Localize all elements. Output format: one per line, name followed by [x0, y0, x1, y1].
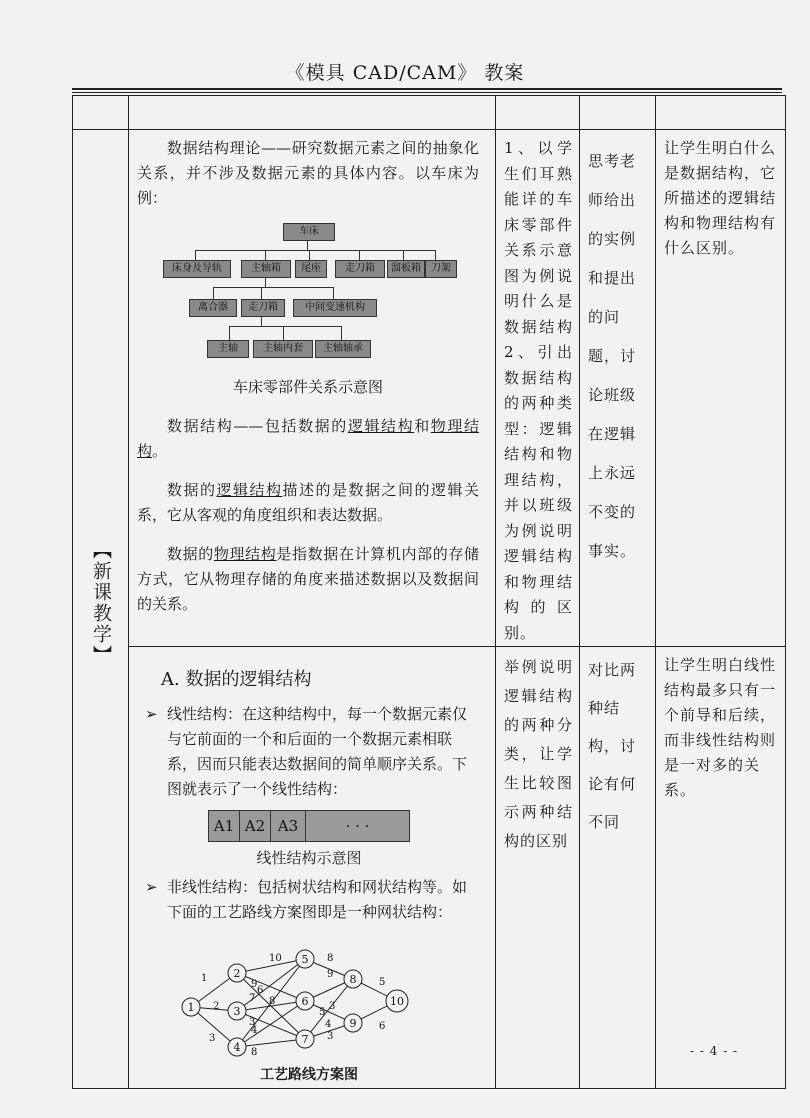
p2-end: 。 — [152, 442, 168, 460]
edge-weight-label: 6 — [379, 1021, 386, 1032]
edge-weight-label: 5 — [319, 1007, 326, 1018]
network-caption: 工艺路线方案图 — [260, 1067, 358, 1083]
network-node-label: 1 — [187, 1001, 195, 1014]
network-node-label: 4 — [233, 1041, 241, 1054]
tree-node-tailstock: 尾座 — [295, 260, 327, 278]
teaching-activity-text-2: 举例说明逻辑结构的两种分类，让学生比较图示两种结构的区别 — [504, 658, 573, 850]
sidebar-label: 【新课教学】 — [90, 540, 112, 666]
header-cell-1 — [73, 96, 129, 130]
header-cell-3 — [496, 96, 580, 130]
title-rule-thin — [72, 92, 782, 93]
network-node-label: 10 — [390, 995, 404, 1008]
edge-weight-label: 3 — [209, 1033, 216, 1044]
p2-text: 数据结构——包括数据的 — [167, 417, 348, 435]
p4-text: 数据的 — [167, 545, 214, 563]
linear-cell: A3 — [271, 811, 306, 841]
purpose-cell-2 — [656, 647, 786, 1089]
logical-structure-paragraph — [137, 478, 479, 528]
network-node-label: 9 — [349, 1017, 357, 1030]
title-rule — [72, 88, 782, 90]
arrow-bullet-icon: ➢ — [145, 705, 158, 723]
tree-node-clutch: 离合器 — [189, 299, 237, 317]
edge-weight-label: 3 — [249, 1017, 256, 1028]
p2-and: 和 — [414, 417, 431, 435]
edge-weight-label: 8 — [327, 953, 334, 964]
tree-root: 车床 — [283, 223, 335, 241]
edge-weight-label: 9 — [327, 969, 334, 980]
nonlinear-structure-bullet — [139, 875, 479, 925]
linear-cell: · · · — [345, 817, 370, 835]
linear-caption: 线性结构示意图 — [256, 849, 362, 867]
tree-caption: 车床零部件关系示意图 — [232, 378, 383, 396]
network-svg — [139, 929, 469, 1059]
linear-cell: A2 — [240, 811, 271, 841]
edge-weight-label: 2 — [213, 1001, 220, 1012]
edge-weight-label: 4 — [325, 1019, 332, 1030]
p3-text: 数据的 — [167, 481, 217, 499]
network-edge — [237, 1011, 305, 1039]
purpose-text: 让学生明白什么是数据结构，它所描述的逻辑结构和物理结构有什么区别。 — [664, 139, 777, 257]
edge-weight-label: 4 — [251, 1025, 258, 1036]
purpose-text-2: 让学生明白线性结构最多只有一个前导和后续，而非线性结构则是一对多的关系。 — [664, 656, 777, 799]
header-cell-2 — [129, 96, 496, 130]
network-node-label: 5 — [301, 953, 309, 966]
teaching-activity-cell-2 — [496, 647, 580, 1089]
tree-node-spindle-box: 主轴箱 — [241, 260, 291, 278]
network-node-label: 2 — [233, 967, 241, 980]
tree-node-apron: 溜板箱 — [387, 260, 425, 278]
lesson-table — [72, 95, 786, 1089]
header-cell-5 — [656, 96, 786, 130]
physical-structure-paragraph — [137, 542, 479, 617]
edge-weight-label: 3 — [329, 1001, 336, 1012]
tree-node-tool-post: 刀架 — [425, 260, 457, 278]
p4-physical: 物理结构 — [213, 545, 277, 563]
p2-physical: 物理结构 — [137, 417, 479, 460]
teaching-activity-cell — [496, 130, 580, 647]
content-cell — [129, 130, 496, 647]
tree-node-feed-box-2: 走刀箱 — [241, 299, 285, 317]
teaching-activity-text: 1、以学生们耳熟能详的车床零部件关系示意图为例说明什么是数据结构 2、引出数据结构的两种类型：逻辑结构和物理结构，并以班级为例说明逻辑结构和物理结构的区别。 — [504, 139, 573, 642]
edge-weight-label: 3 — [327, 1031, 334, 1042]
lathe-tree-diagram — [137, 221, 479, 369]
process-route-network — [139, 929, 479, 1059]
tree-node-spindle-sleeve: 主轴内套 — [253, 340, 313, 358]
p3-rest: 描述的是数据之间的逻辑关系，它从客观的角度组织和表达数据。 — [137, 481, 479, 524]
tree-node-gear-mechanism: 中间变速机构 — [293, 299, 377, 317]
student-activity-text: 思考老师给出的实例和提出的问题，讨论班级在逻辑上永远不变的事实。 — [588, 152, 637, 560]
network-node-label: 7 — [301, 1033, 309, 1046]
edge-weight-label: 6 — [257, 985, 264, 996]
p2-logical: 逻辑结构 — [347, 417, 415, 435]
linear-cell: A1 — [209, 811, 240, 841]
table-header-row — [73, 96, 786, 130]
network-node-label: 3 — [233, 1005, 241, 1018]
intro-paragraph: 数据结构理论——研究数据元素之间的抽象化关系，并不涉及数据元素的具体内容。以车床为例： — [137, 139, 479, 207]
network-node-label: 8 — [349, 973, 357, 986]
edge-weight-label: 9 — [251, 979, 258, 990]
p4-rest: 是指数据在计算机内部的存储方式，它从物理存储的角度来描述数据以及数据间的关系。 — [137, 545, 479, 613]
linear-structure-bullet — [139, 702, 479, 802]
edge-weight-label: 8 — [269, 996, 276, 1007]
edge-weight-label: 1 — [201, 973, 208, 984]
student-activity-cell-2 — [580, 647, 656, 1089]
tree-node-spindle-bearing: 主轴轴承 — [315, 340, 371, 358]
header-cell-4 — [580, 96, 656, 130]
bullet1-text: 线性结构：在这种结构中，每一个数据元素仅与它前面的一个和后面的一个数据元素相联系，因而只能表达数据间的简单顺序关系。下图就表示了一个线性结构： — [167, 705, 468, 798]
page-number: - - 4 - - — [690, 1044, 739, 1058]
edge-weight-label: 5 — [379, 977, 386, 988]
edge-weight-label: 8 — [251, 1047, 258, 1058]
student-activity-text-2: 对比两种结构，讨论有何不同 — [588, 661, 637, 831]
section-heading: A. 数据的逻辑结构 — [161, 669, 312, 690]
data-structure-paragraph — [137, 414, 479, 464]
bullet2-text: 非线性结构：包括树状结构和网状结构等。如下面的工艺路线方案图即是一种网状结构： — [167, 878, 468, 921]
table-row — [73, 130, 786, 647]
page-title: 《模具 CAD/CAM》 教案 — [285, 62, 525, 84]
purpose-cell — [656, 130, 786, 647]
edge-weight-label: 10 — [269, 953, 282, 964]
tree-node-feed-box: 走刀箱 — [335, 260, 385, 278]
arrow-bullet-icon: ➢ — [145, 878, 158, 896]
tree-node-bed: 床身及导轨 — [163, 260, 231, 278]
edge-weight-label: 7 — [249, 993, 256, 1004]
student-activity-cell — [580, 130, 656, 647]
network-node-label: 6 — [301, 995, 309, 1008]
p3-logical: 逻辑结构 — [216, 481, 283, 499]
tree-node-spindle: 主轴 — [207, 340, 249, 358]
linear-structure-diagram — [208, 810, 410, 842]
table-row — [73, 647, 786, 1089]
content-cell-2 — [129, 647, 496, 1089]
